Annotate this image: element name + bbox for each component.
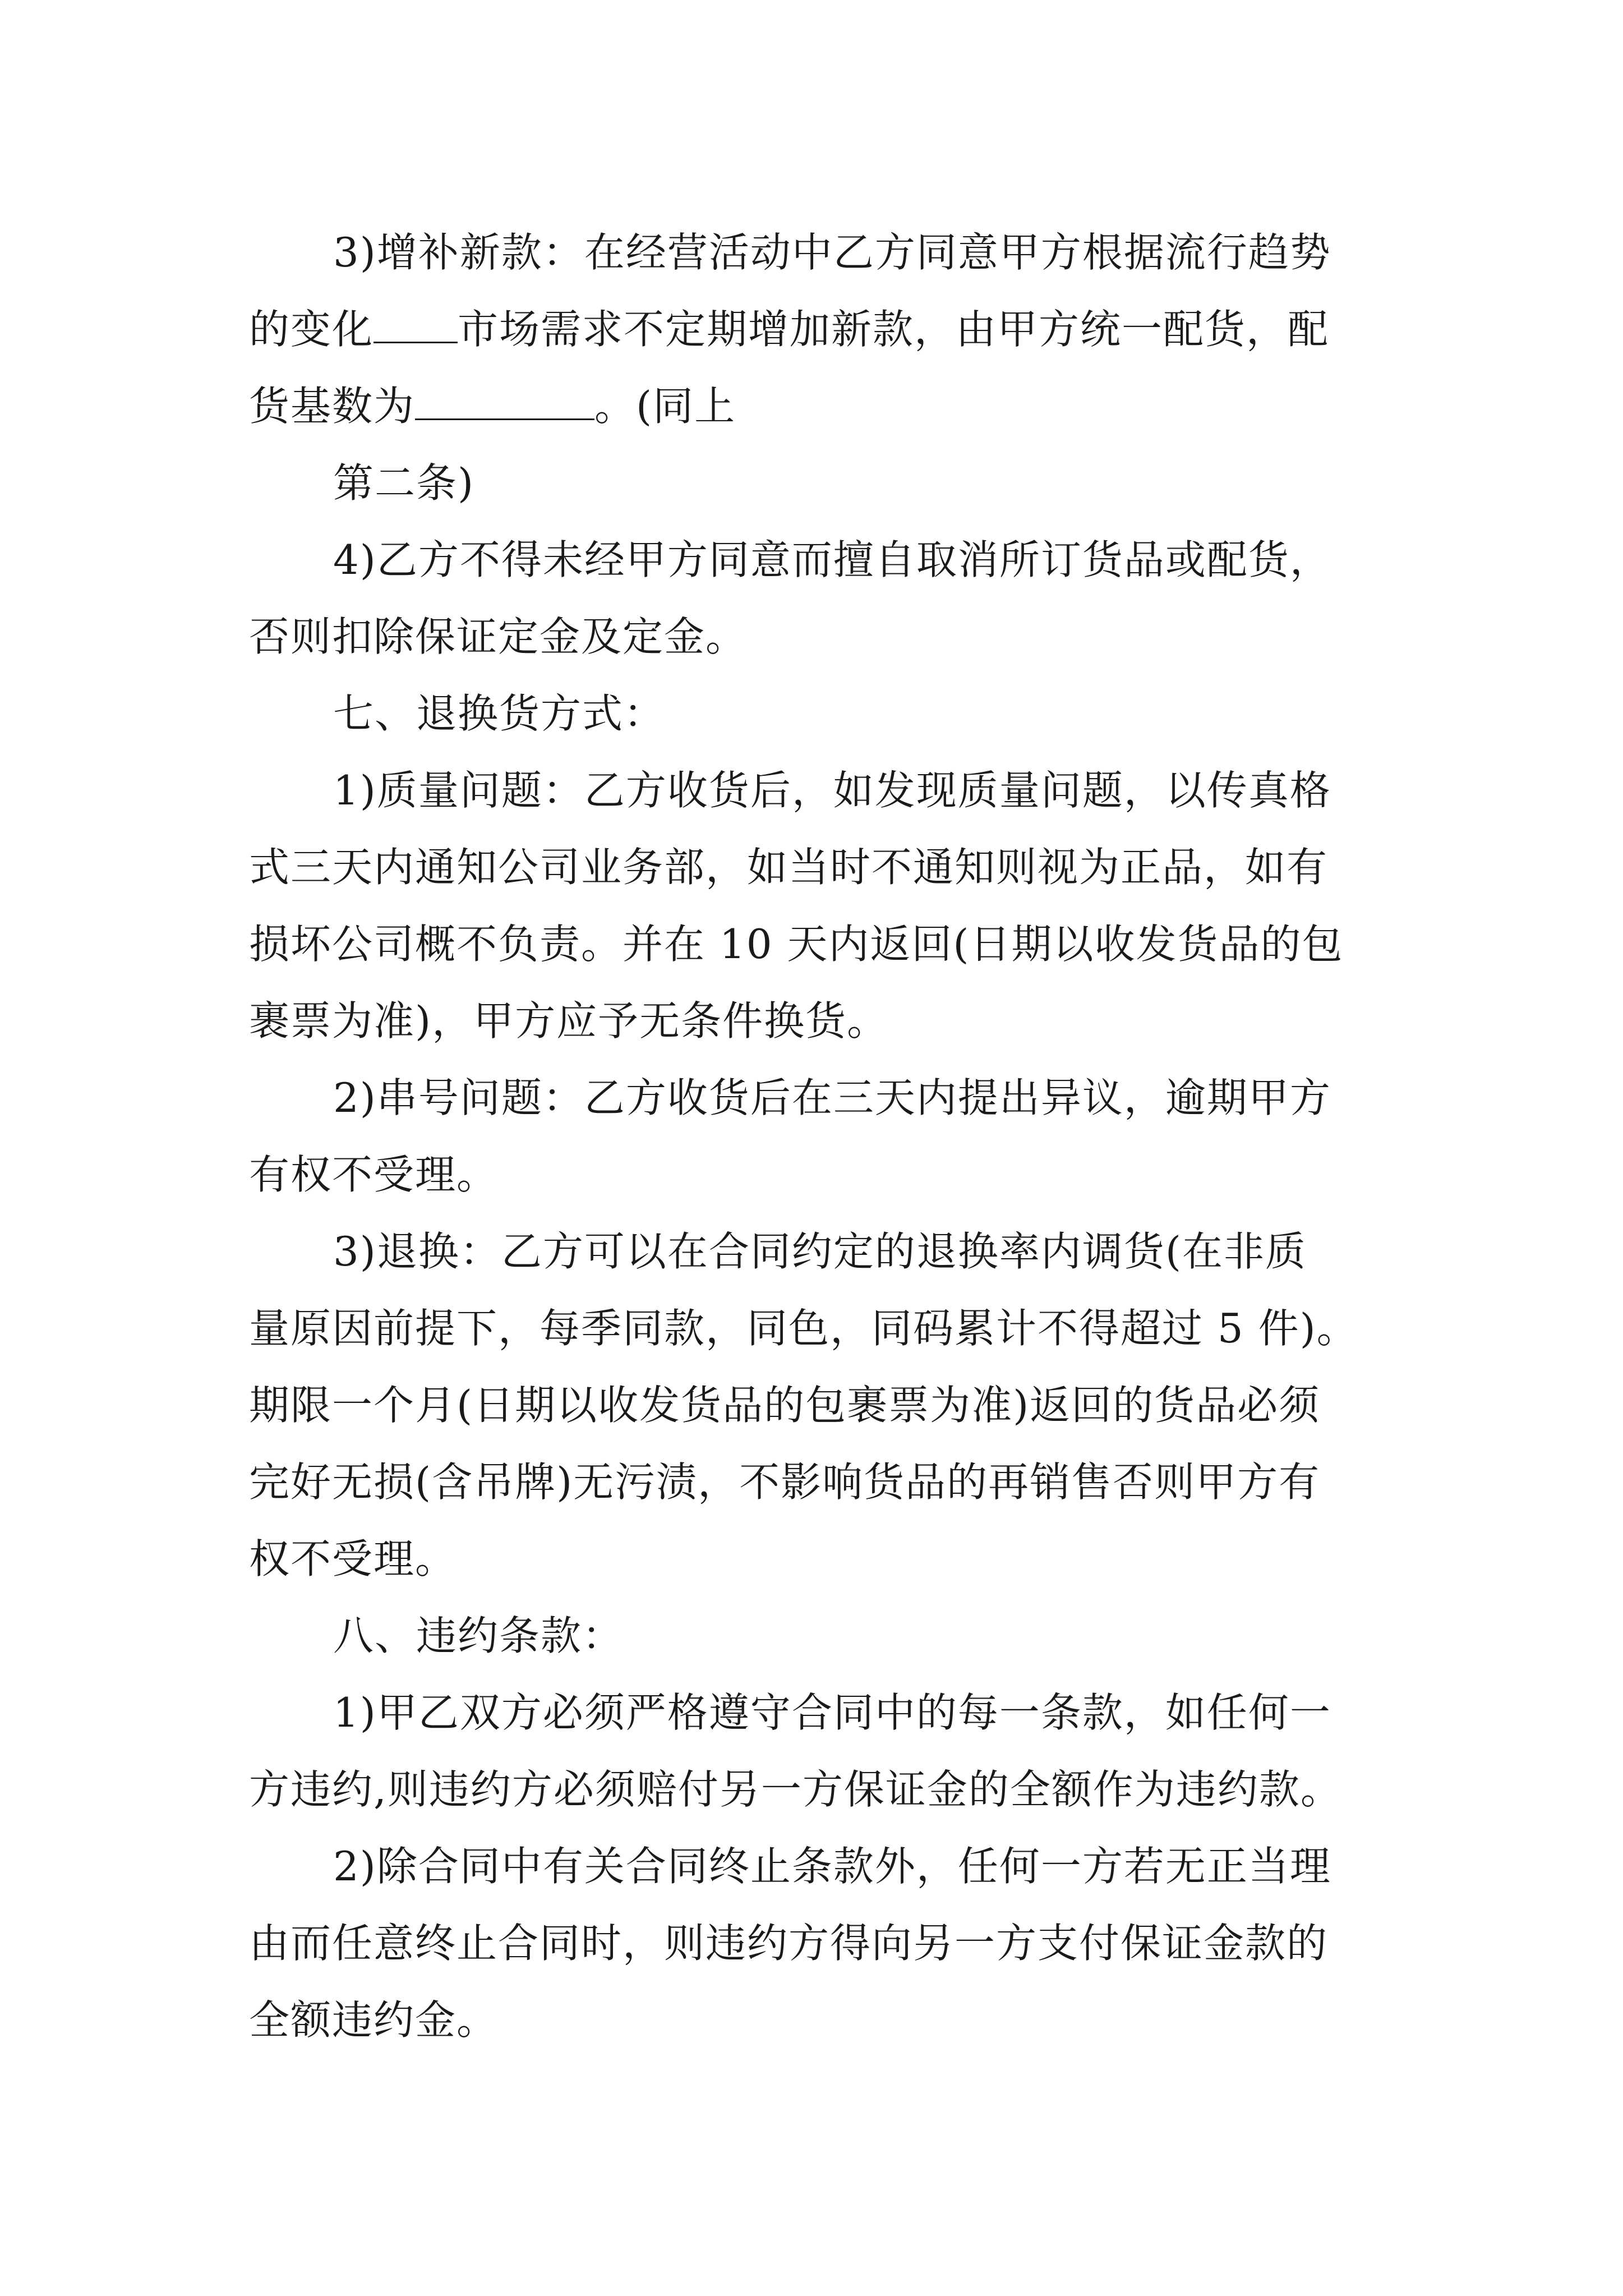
document-body	[249, 214, 1387, 2059]
text-line: 否则扣除保证定金及定金。	[249, 613, 748, 660]
text-line	[249, 368, 1387, 445]
section-heading-7	[249, 675, 1387, 752]
fill-in-blank	[415, 378, 594, 420]
text-fragment: 市场需求不定期增加新款，由甲方统一配货，配	[458, 306, 1330, 353]
clause-4-no-cancellation	[249, 522, 1387, 675]
text-fragment: 。(同上	[594, 383, 736, 430]
text-line: 由而任意终止合同时，则违约方得向另一方支付保证金款的	[249, 1920, 1329, 1967]
text-fragment: 货基数为	[249, 383, 416, 430]
text-line: 方违约,则违约方必须赔付另一方保证金的全额作为违约款。	[249, 1766, 1342, 1813]
text-line: 第二条)	[333, 459, 475, 507]
text-fragment: 的变化	[249, 306, 374, 353]
clause-1-quality	[249, 752, 1387, 1060]
text-line: 4)乙方不得未经甲方同意而擅自取消所订货品或配货，	[333, 536, 1331, 583]
text-line: 损坏公司概不负责。并在 10 天内返回(日期以收发货品的包	[249, 921, 1344, 968]
text-line	[249, 291, 1387, 368]
section-heading-8	[249, 1598, 1387, 1674]
text-line: 3)增补新款：在经营活动中乙方同意甲方根据流行趋势	[333, 229, 1331, 276]
section-heading: 八、违约条款：	[333, 1612, 624, 1659]
clause-2-serial-number	[249, 1060, 1387, 1213]
text-line: 3)退换：乙方可以在合同约定的退换率内调货(在非质	[333, 1228, 1307, 1275]
section-heading: 七、退换货方式：	[333, 690, 666, 737]
fill-in-blank	[374, 301, 458, 343]
text-line: 1)甲乙双方必须严格遵守合同中的每一条款，如任何一	[333, 1689, 1331, 1736]
text-line: 2)串号问题：乙方收货后在三天内提出异议，逾期甲方	[333, 1074, 1331, 1121]
text-line: 式三天内通知公司业务部，如当时不通知则视为正品，如有	[249, 844, 1329, 891]
text-line: 量原因前提下，每季同款，同色，同码累计不得超过 5 件)。	[249, 1305, 1358, 1352]
text-line: 裹票为准)，甲方应予无条件换货。	[249, 997, 889, 1045]
clause-2-termination	[249, 1828, 1387, 2059]
text-line: 全额违约金。	[249, 1996, 499, 2044]
clause-1-breach	[249, 1674, 1387, 1828]
clause-3-new-styles	[249, 214, 1387, 445]
text-line: 期限一个月(日期以收发货品的包裹票为准)返回的货品必须	[249, 1382, 1321, 1429]
text-line: 1)质量问题：乙方收货后，如发现质量问题，以传真格	[333, 767, 1331, 814]
text-line: 有权不受理。	[249, 1151, 499, 1198]
text-line: 完好无损(含吊牌)无污渍，不影响货品的再销售否则甲方有	[249, 1458, 1321, 1506]
clause-3-exchange	[249, 1213, 1387, 1598]
text-line: 2)除合同中有关合同终止条款外，任何一方若无正当理	[333, 1843, 1331, 1890]
clause-reference	[249, 445, 1387, 522]
text-line: 权不受理。	[249, 1535, 457, 1582]
